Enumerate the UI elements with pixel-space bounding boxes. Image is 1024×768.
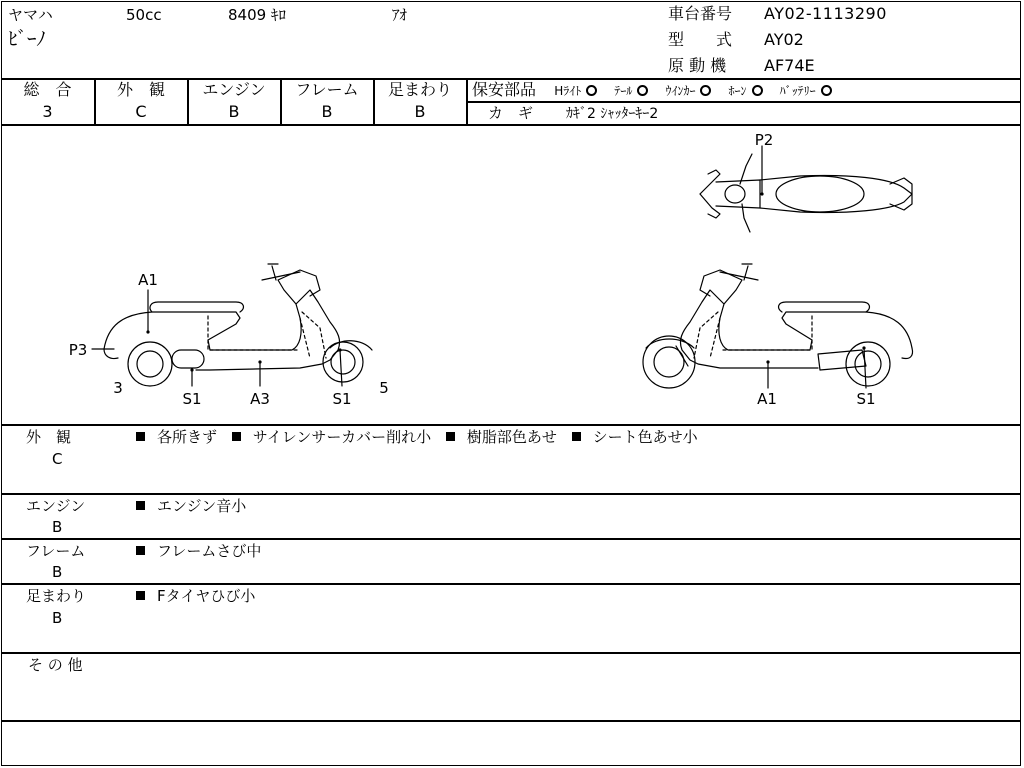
key-value: ｶｷﾞ2 ｼｬｯﾀｰｷｰ2 — [566, 106, 659, 122]
type-label: 型 式 — [668, 30, 733, 49]
scooter-top-view — [700, 154, 912, 232]
divider — [1, 720, 1021, 722]
rating-value-suspension: B — [414, 102, 426, 121]
ok-circle-icon — [637, 85, 648, 96]
rating-label-suspension: 足まわり — [387, 80, 452, 99]
rating-value-overall: 3 — [42, 102, 53, 121]
note-label-exterior: 外 観 — [26, 428, 72, 446]
color: ｱｵ — [392, 6, 408, 24]
note-grade-frame: B — [52, 563, 63, 581]
note-item: Fタイヤひび小 — [157, 587, 256, 605]
ok-circle-icon — [821, 85, 832, 96]
bullet-square-icon — [446, 432, 455, 441]
note-grade-suspension: B — [52, 609, 63, 627]
safety-row — [472, 80, 832, 100]
label-s1-right: S1 — [856, 390, 876, 408]
label-s1-left-front: S1 — [332, 390, 352, 408]
divider — [466, 78, 468, 125]
bullet-square-icon — [232, 432, 241, 441]
label-p2: P2 — [754, 131, 774, 149]
safety-item-tail: ﾃｰﾙ — [614, 84, 633, 98]
chassis-label: 車台番号 — [668, 4, 733, 23]
rating-value-exterior: C — [135, 102, 147, 121]
rating-value-frame: B — [321, 102, 333, 121]
rating-value-engine: B — [228, 102, 240, 121]
safety-item-battery: ﾊﾞｯﾃﾘｰ — [779, 84, 816, 98]
ok-circle-icon — [700, 85, 711, 96]
note-item: フレームさび中 — [157, 542, 262, 560]
note-grade-exterior: C — [52, 450, 63, 468]
note-items-engine — [136, 497, 256, 515]
model-name: ﾋﾞｰﾉ — [8, 28, 47, 50]
note-label-suspension: 足まわり — [26, 587, 87, 605]
safety-item-horn: ﾎｰﾝ — [728, 84, 747, 98]
note-items-frame — [136, 542, 271, 560]
note-item: エンジン音小 — [157, 497, 247, 515]
divider — [1, 493, 1021, 495]
bullet-square-icon — [572, 432, 581, 441]
bullet-square-icon — [136, 432, 145, 441]
label-s1-left: S1 — [182, 390, 202, 408]
rating-label-overall: 総 合 — [23, 80, 72, 99]
note-label-engine: エンジン — [26, 497, 86, 515]
chassis-value: AY02-1113290 — [764, 4, 887, 23]
engine-value: AF74E — [764, 56, 815, 75]
divider — [1, 538, 1021, 540]
ok-circle-icon — [752, 85, 763, 96]
label-a3: A3 — [250, 390, 270, 408]
note-items-exterior — [136, 428, 708, 446]
label-a1-left: A1 — [138, 271, 158, 289]
note-item: サイレンサーカバー削れ小 — [252, 428, 432, 446]
scooter-right-view — [643, 264, 913, 388]
note-label-frame: フレーム — [26, 542, 86, 560]
callout-lines — [92, 146, 866, 388]
safety-item-winker: ｳｲﾝｶｰ — [665, 84, 696, 98]
divider — [1, 424, 1021, 426]
note-item: 樹脂部色あせ — [466, 428, 557, 446]
rating-label-engine: エンジン — [202, 80, 266, 99]
engine-label: 原 動 機 — [668, 56, 727, 75]
rating-label-exterior: 外 観 — [116, 80, 165, 99]
maker: ヤマハ — [8, 6, 53, 24]
bullet-square-icon — [136, 591, 145, 600]
ok-circle-icon — [586, 85, 597, 96]
callout-dots — [146, 192, 865, 371]
key-label: カ ギ — [488, 104, 534, 122]
safety-item-headlight: Hﾗｲﾄ — [554, 84, 582, 98]
note-grade-engine: B — [52, 518, 63, 536]
scooter-diagram — [0, 126, 1020, 424]
note-items-suspension — [136, 587, 265, 605]
type-value: AY02 — [764, 30, 804, 49]
note-item: 各所きず — [157, 428, 218, 446]
label-a1-right: A1 — [757, 390, 777, 408]
label-rear-num: 5 — [379, 379, 389, 397]
mileage: 8409 ｷﾛ — [228, 6, 286, 24]
bullet-square-icon — [136, 501, 145, 510]
displacement: 50cc — [126, 6, 162, 24]
divider — [1, 583, 1021, 585]
rating-label-frame: フレーム — [295, 80, 359, 99]
safety-label: 保安部品 — [472, 80, 537, 99]
divider — [467, 101, 1021, 103]
divider — [1, 652, 1021, 654]
label-p3: P3 — [68, 341, 88, 359]
other-label: そ の 他 — [28, 656, 83, 674]
note-item: シート色あせ小 — [592, 428, 698, 446]
bullet-square-icon — [136, 546, 145, 555]
label-front-num: 3 — [113, 379, 123, 397]
